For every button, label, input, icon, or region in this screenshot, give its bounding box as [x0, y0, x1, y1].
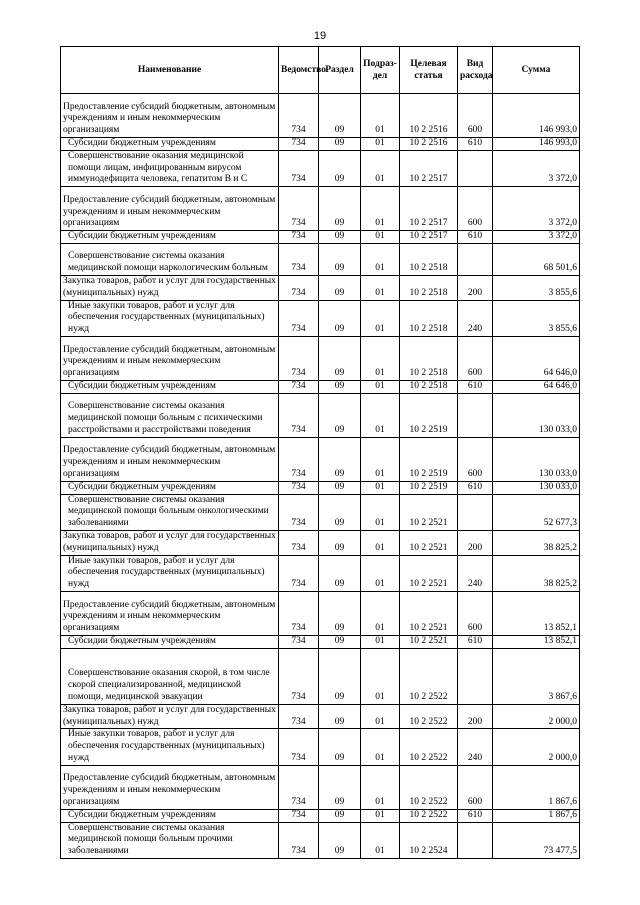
row-summa: 3 855,6	[493, 300, 580, 336]
table-row	[61, 275, 580, 300]
table-row	[61, 138, 580, 151]
row-summa: 130 033,0	[493, 393, 580, 437]
row-summa: 1 867,6	[493, 809, 580, 822]
row-ved: 734	[279, 591, 319, 635]
table-row	[61, 704, 580, 729]
row-vid: 610	[458, 809, 493, 822]
row-podrazdel: 01	[361, 393, 400, 437]
table-row	[61, 635, 580, 648]
row-ved: 734	[279, 729, 319, 765]
row-razdel: 09	[319, 437, 361, 481]
table-row	[61, 437, 580, 481]
row-razdel: 09	[319, 380, 361, 393]
row-vid: 610	[458, 380, 493, 393]
row-name: Предоставление субсидий бюджетным, автономным учреждениям и иным некоммерческим организациям	[61, 591, 279, 635]
row-cel: 10 2 2522	[400, 729, 458, 765]
row-summa: 146 993,0	[493, 94, 580, 138]
row-podrazdel: 01	[361, 635, 400, 648]
row-summa: 64 646,0	[493, 336, 580, 380]
table-row	[61, 300, 580, 336]
table-row	[61, 336, 580, 380]
row-podrazdel: 01	[361, 243, 400, 275]
row-razdel: 09	[319, 729, 361, 765]
table-row	[61, 494, 580, 530]
row-podrazdel: 01	[361, 765, 400, 809]
row-name: Предоставление субсидий бюджетным, автономным учреждениям и иным некоммерческим организациям	[61, 187, 279, 231]
row-name: Иные закупки товаров, работ и услуг для обеспечения государственных (муниципальных) нужд	[61, 300, 279, 336]
row-podrazdel: 01	[361, 380, 400, 393]
row-vid: 600	[458, 336, 493, 380]
row-razdel: 09	[319, 494, 361, 530]
row-razdel: 09	[319, 765, 361, 809]
row-summa: 146 993,0	[493, 138, 580, 151]
row-ved: 734	[279, 822, 319, 858]
row-razdel: 09	[319, 704, 361, 729]
row-cel: 10 2 2517	[400, 150, 458, 186]
row-cel: 10 2 2522	[400, 809, 458, 822]
row-summa: 68 501,6	[493, 243, 580, 275]
row-name: Иные закупки товаров, работ и услуг для обеспечения государственных (муниципальных) нужд	[61, 555, 279, 591]
row-vid	[458, 822, 493, 858]
row-podrazdel: 01	[361, 275, 400, 300]
table-row	[61, 393, 580, 437]
row-name: Субсидии бюджетным учреждениям	[61, 635, 279, 648]
row-cel: 10 2 2517	[400, 187, 458, 231]
row-name: Совершенствование системы оказания медицинской помощи наркологическим больным	[61, 243, 279, 275]
row-ved: 734	[279, 243, 319, 275]
row-razdel: 09	[319, 275, 361, 300]
row-name: Закупка товаров, работ и услуг для государственных (муниципальных) нужд	[61, 704, 279, 729]
header-name: Наименование	[61, 47, 279, 94]
table-row	[61, 150, 580, 186]
row-vid: 610	[458, 635, 493, 648]
row-razdel: 09	[319, 530, 361, 555]
header-cel: Целевая статья	[400, 47, 458, 94]
table-header-row	[61, 47, 580, 94]
row-cel: 10 2 2524	[400, 822, 458, 858]
row-cel: 10 2 2521	[400, 591, 458, 635]
table-row	[61, 591, 580, 635]
row-podrazdel: 01	[361, 187, 400, 231]
row-name: Предоставление субсидий бюджетным, автономным учреждениям и иным некоммерческим организациям	[61, 765, 279, 809]
row-cel: 10 2 2518	[400, 300, 458, 336]
row-summa: 38 825,2	[493, 555, 580, 591]
row-podrazdel: 01	[361, 437, 400, 481]
row-cel: 10 2 2518	[400, 275, 458, 300]
row-summa: 64 646,0	[493, 380, 580, 393]
table-row	[61, 530, 580, 555]
header-ved: Ведомство	[279, 47, 319, 94]
row-name: Предоставление субсидий бюджетным, автономным учреждениям и иным некоммерческим организациям	[61, 437, 279, 481]
row-summa: 2 000,0	[493, 704, 580, 729]
row-cel: 10 2 2518	[400, 380, 458, 393]
row-podrazdel: 01	[361, 138, 400, 151]
row-name: Совершенствование оказания медицинской помощи лицам, инфицированным вирусом иммунодефицита человека, гепатитом В и С	[61, 150, 279, 186]
row-name: Закупка товаров, работ и услуг для государственных (муниципальных) нужд	[61, 275, 279, 300]
row-name: Субсидии бюджетным учреждениям	[61, 481, 279, 494]
row-vid	[458, 648, 493, 704]
row-cel: 10 2 2521	[400, 635, 458, 648]
row-summa: 1 867,6	[493, 765, 580, 809]
row-name: Совершенствование системы оказания медицинской помощи больным онкологическими заболеваниями	[61, 494, 279, 530]
row-ved: 734	[279, 94, 319, 138]
row-podrazdel: 01	[361, 555, 400, 591]
table-row	[61, 822, 580, 858]
row-name: Закупка товаров, работ и услуг для государственных (муниципальных) нужд	[61, 530, 279, 555]
row-podrazdel: 01	[361, 481, 400, 494]
row-razdel: 09	[319, 809, 361, 822]
table-row	[61, 243, 580, 275]
row-vid: 240	[458, 555, 493, 591]
row-vid: 240	[458, 300, 493, 336]
table-row	[61, 648, 580, 704]
row-ved: 734	[279, 138, 319, 151]
row-ved: 734	[279, 275, 319, 300]
table-body	[61, 94, 580, 859]
row-razdel: 09	[319, 231, 361, 244]
row-podrazdel: 01	[361, 94, 400, 138]
row-razdel: 09	[319, 243, 361, 275]
row-name: Предоставление субсидий бюджетным, автономным учреждениям и иным некоммерческим организациям	[61, 336, 279, 380]
row-summa: 3 867,6	[493, 648, 580, 704]
header-vid: Вид расхода	[458, 47, 493, 94]
row-name: Иные закупки товаров, работ и услуг для обеспечения государственных (муниципальных) нужд	[61, 729, 279, 765]
row-podrazdel: 01	[361, 336, 400, 380]
row-summa: 3 372,0	[493, 150, 580, 186]
row-razdel: 09	[319, 481, 361, 494]
row-vid: 240	[458, 729, 493, 765]
row-vid: 600	[458, 591, 493, 635]
row-ved: 734	[279, 336, 319, 380]
row-podrazdel: 01	[361, 704, 400, 729]
row-ved: 734	[279, 150, 319, 186]
row-vid: 600	[458, 187, 493, 231]
row-vid: 610	[458, 138, 493, 151]
row-ved: 734	[279, 635, 319, 648]
row-razdel: 09	[319, 138, 361, 151]
row-cel: 10 2 2521	[400, 494, 458, 530]
page-number: 19	[313, 30, 327, 42]
row-razdel: 09	[319, 187, 361, 231]
row-podrazdel: 01	[361, 648, 400, 704]
row-podrazdel: 01	[361, 729, 400, 765]
row-summa: 38 825,2	[493, 530, 580, 555]
row-name: Субсидии бюджетным учреждениям	[61, 809, 279, 822]
row-ved: 734	[279, 393, 319, 437]
table-row	[61, 380, 580, 393]
table-row	[61, 809, 580, 822]
row-cel: 10 2 2518	[400, 336, 458, 380]
row-cel: 10 2 2521	[400, 555, 458, 591]
row-podrazdel: 01	[361, 822, 400, 858]
row-ved: 734	[279, 765, 319, 809]
row-vid: 600	[458, 765, 493, 809]
row-ved: 734	[279, 648, 319, 704]
row-vid: 600	[458, 94, 493, 138]
row-cel: 10 2 2516	[400, 94, 458, 138]
row-ved: 734	[279, 555, 319, 591]
row-razdel: 09	[319, 393, 361, 437]
row-cel: 10 2 2518	[400, 243, 458, 275]
row-vid: 610	[458, 481, 493, 494]
header-razdel: Раздел	[319, 47, 361, 94]
row-cel: 10 2 2519	[400, 481, 458, 494]
row-razdel: 09	[319, 555, 361, 591]
row-summa: 130 033,0	[493, 481, 580, 494]
row-podrazdel: 01	[361, 809, 400, 822]
row-razdel: 09	[319, 150, 361, 186]
table-row	[61, 765, 580, 809]
row-vid	[458, 393, 493, 437]
row-podrazdel: 01	[361, 591, 400, 635]
row-name: Совершенствование системы оказания медицинской помощи больным прочими заболеваниями	[61, 822, 279, 858]
row-cel: 10 2 2522	[400, 648, 458, 704]
row-summa: 13 852,1	[493, 591, 580, 635]
row-vid: 200	[458, 530, 493, 555]
row-name: Субсидии бюджетным учреждениям	[61, 138, 279, 151]
row-summa: 3 372,0	[493, 187, 580, 231]
row-podrazdel: 01	[361, 300, 400, 336]
row-summa: 13 852,1	[493, 635, 580, 648]
row-vid: 200	[458, 704, 493, 729]
table-row	[61, 187, 580, 231]
row-vid	[458, 150, 493, 186]
row-ved: 734	[279, 530, 319, 555]
row-podrazdel: 01	[361, 150, 400, 186]
table-row	[61, 94, 580, 138]
row-razdel: 09	[319, 591, 361, 635]
table-row	[61, 555, 580, 591]
header-podrazdel: Подраз-дел	[361, 47, 400, 94]
row-ved: 734	[279, 481, 319, 494]
row-razdel: 09	[319, 300, 361, 336]
row-cel: 10 2 2516	[400, 138, 458, 151]
row-summa: 3 372,0	[493, 231, 580, 244]
row-cel: 10 2 2517	[400, 231, 458, 244]
row-podrazdel: 01	[361, 494, 400, 530]
row-podrazdel: 01	[361, 530, 400, 555]
row-name: Совершенствование оказания скорой, в том числе скорой специализированной, медицинской помощи, медицинской эвакуации	[61, 648, 279, 704]
row-summa: 52 677,3	[493, 494, 580, 530]
row-vid	[458, 494, 493, 530]
row-razdel: 09	[319, 822, 361, 858]
row-cel: 10 2 2519	[400, 437, 458, 481]
row-ved: 734	[279, 380, 319, 393]
row-summa: 130 033,0	[493, 437, 580, 481]
row-name: Предоставление субсидий бюджетным, автономным учреждениям и иным некоммерческим организациям	[61, 94, 279, 138]
row-ved: 734	[279, 187, 319, 231]
table-row	[61, 481, 580, 494]
row-summa: 3 855,6	[493, 275, 580, 300]
row-ved: 734	[279, 809, 319, 822]
row-cel: 10 2 2522	[400, 765, 458, 809]
row-cel: 10 2 2519	[400, 393, 458, 437]
row-vid	[458, 243, 493, 275]
row-razdel: 09	[319, 648, 361, 704]
row-cel: 10 2 2521	[400, 530, 458, 555]
row-podrazdel: 01	[361, 231, 400, 244]
row-summa: 73 477,5	[493, 822, 580, 858]
row-vid: 610	[458, 231, 493, 244]
row-razdel: 09	[319, 635, 361, 648]
row-ved: 734	[279, 437, 319, 481]
row-cel: 10 2 2522	[400, 704, 458, 729]
row-vid: 600	[458, 437, 493, 481]
budget-table	[60, 46, 580, 859]
row-razdel: 09	[319, 94, 361, 138]
row-razdel: 09	[319, 336, 361, 380]
row-ved: 734	[279, 231, 319, 244]
row-name: Совершенствование системы оказания медицинской помощи больным с психическими расстройствами и расстройствами поведения	[61, 393, 279, 437]
row-name: Субсидии бюджетным учреждениям	[61, 380, 279, 393]
table-row	[61, 729, 580, 765]
row-ved: 734	[279, 494, 319, 530]
header-summa: Сумма	[493, 47, 580, 94]
row-ved: 734	[279, 704, 319, 729]
row-name: Субсидии бюджетным учреждениям	[61, 231, 279, 244]
row-vid: 200	[458, 275, 493, 300]
row-ved: 734	[279, 300, 319, 336]
table-row	[61, 231, 580, 244]
row-summa: 2 000,0	[493, 729, 580, 765]
